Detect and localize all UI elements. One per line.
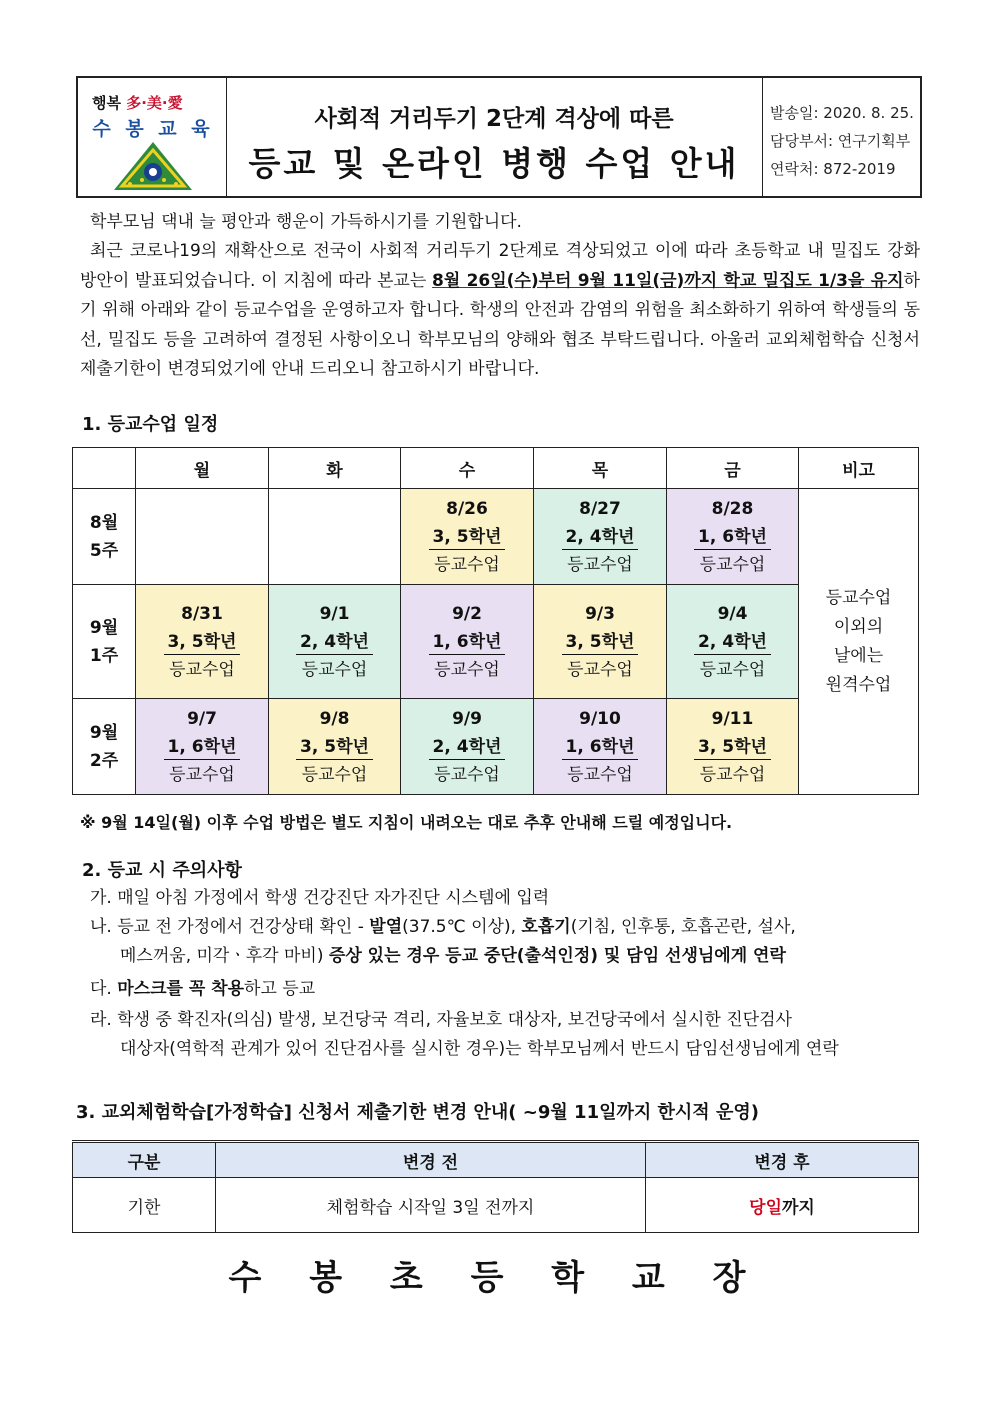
schedule-note: ※ 9월 14일(월) 이후 수업 방법은 별도 지침이 내려오는 대로 추후 안내해 드릴 예정입니다. <box>80 813 733 832</box>
deadline-row <box>73 1178 919 1233</box>
deadline-label: 기한 <box>73 1178 216 1233</box>
section1-title: 1. 등교수업 일정 <box>82 414 219 435</box>
header-mon: 월 <box>136 448 269 489</box>
caution-item-da: 다. 마스크를 꼭 착용하고 등교 <box>90 979 316 999</box>
day-cell: 9/3 3, 5학년 등교수업 <box>534 585 667 699</box>
day-cell: 9/11 3, 5학년 등교수업 <box>667 699 799 795</box>
schedule-corner <box>73 448 136 489</box>
deadline-after: 당일까지 <box>646 1178 919 1233</box>
section3-title: 3. 교외체험학습[가정학습] 신청서 제출기한 변경 안내( ~9월 11일까지 한시적 운영) <box>76 1102 759 1123</box>
day-cell-empty <box>269 489 401 585</box>
caution-item-ra: 라. 학생 중 확진자(의심) 발생, 보건당국 격리, 자율보호 대상자, 보건당국에서 실시한 진단검사 <box>90 1010 792 1030</box>
department: 담당부서: 연구기획부 <box>770 132 911 150</box>
section2-title: 2. 등교 시 주의사항 <box>82 860 242 881</box>
day-cell: 9/10 1, 6학년 등교수업 <box>534 699 667 795</box>
day-cell: 8/26 3, 5학년 등교수업 <box>401 489 534 585</box>
week-label: 9월 1주 <box>73 585 136 699</box>
day-cell: 8/27 2, 4학년 등교수업 <box>534 489 667 585</box>
header-category: 구분 <box>73 1142 216 1178</box>
logo-school-name: 수 봉 교 육 <box>92 118 214 140</box>
intro-paragraph: 최근 코로나19의 재확산으로 전국이 사회적 거리두기 2단계로 격상되었고 이에 따라 초등학교 내 밀집도 강화 방안이 발표되었습니다. 이 지침에 따라 본교는 8월 26일(수)부터 9월 11일(금)까지 학교 밀집도 1/3을 유지하기 위해 아래와 같이 등교수업을 운영하고자 합니다. 학생의 안전과 감염의 위험을 최소화하기 위하여 학생들의 동선, 밀집도 등을 고려하여 결정된 사항이오니 학부모님의 양해와 협조 부탁드립니다. 아울러 교외체험학습 신청서 제출기한이 변경되었기에 안내 드리오니 참고하시기 바랍니다. <box>80 241 920 379</box>
contact: 연락처: 872-2019 <box>770 160 896 178</box>
deadline-table <box>72 1140 919 1233</box>
caution-item-na: 나. 등교 전 가정에서 건강상태 확인 - 발열(37.5℃ 이상), 호흡기(기침, 인후통, 호흡곤란, 설사, <box>90 917 796 937</box>
header-tue: 화 <box>269 448 401 489</box>
caution-item-ga: 가. 매일 아침 가정에서 학생 건강진단 자가진단 시스템에 입력 <box>90 888 550 908</box>
day-cell: 9/4 2, 4학년 등교수업 <box>667 585 799 699</box>
deadline-header-row <box>73 1142 919 1178</box>
day-cell: 9/7 1, 6학년 등교수업 <box>136 699 269 795</box>
week-label: 8월 5주 <box>73 489 136 585</box>
day-cell: 9/9 2, 4학년 등교수업 <box>401 699 534 795</box>
day-cell: 9/1 2, 4학년 등교수업 <box>269 585 401 699</box>
document-header <box>76 76 922 198</box>
header-thu: 목 <box>534 448 667 489</box>
send-date: 발송일: 2020. 8. 25. <box>770 104 914 122</box>
day-cell: 8/31 3, 5학년 등교수업 <box>136 585 269 699</box>
header-after: 변경 후 <box>646 1142 919 1178</box>
school-emblem-icon <box>112 140 194 192</box>
header-wed: 수 <box>401 448 534 489</box>
school-logo <box>78 78 227 196</box>
title-main: 등교 및 온라인 병행 수업 안내 <box>248 144 740 183</box>
remark-cell: 등교수업 이외의 날에는 원격수업 <box>799 489 919 795</box>
schedule-header-row <box>73 448 919 489</box>
intro-period-highlight: 8월 26일(수)부터 9월 11일(금)까지 학교 밀집도 1/3을 유지 <box>432 270 904 291</box>
intro-greeting: 학부모님 댁내 늘 평안과 행운이 가득하시기를 기원합니다. <box>90 212 522 232</box>
week-row-aug5 <box>73 489 919 585</box>
logo-slogan: 행복 多·美·愛 <box>92 94 183 112</box>
week-row-sep2 <box>73 699 919 795</box>
meta-block <box>762 78 920 196</box>
caution-item-ra-cont: 대상자(역학적 관계가 있어 진단검사를 실시한 경우)는 학부모님께서 반드시 담임선생님에게 연락 <box>120 1039 839 1059</box>
caution-item-na-cont: 메스꺼움, 미각ㆍ후각 마비) 증상 있는 경우 등교 중단(출석인정) 및 담임 선생님에게 연락 <box>120 946 786 966</box>
schedule-table <box>72 447 919 795</box>
week-label: 9월 2주 <box>73 699 136 795</box>
title-subtitle: 사회적 거리두기 2단계 격상에 따른 <box>314 106 674 132</box>
day-cell-empty <box>136 489 269 585</box>
day-cell: 9/2 1, 6학년 등교수업 <box>401 585 534 699</box>
day-cell: 9/8 3, 5학년 등교수업 <box>269 699 401 795</box>
header-remark: 비고 <box>799 448 919 489</box>
deadline-before: 체험학습 시작일 3일 전까지 <box>216 1178 646 1233</box>
header-fri: 금 <box>667 448 799 489</box>
week-row-sep1 <box>73 585 919 699</box>
principal-signature: 수 봉 초 등 학 교 장 <box>228 1258 764 1298</box>
header-before: 변경 전 <box>216 1142 646 1178</box>
title-block <box>226 78 763 196</box>
day-cell: 8/28 1, 6학년 등교수업 <box>667 489 799 585</box>
